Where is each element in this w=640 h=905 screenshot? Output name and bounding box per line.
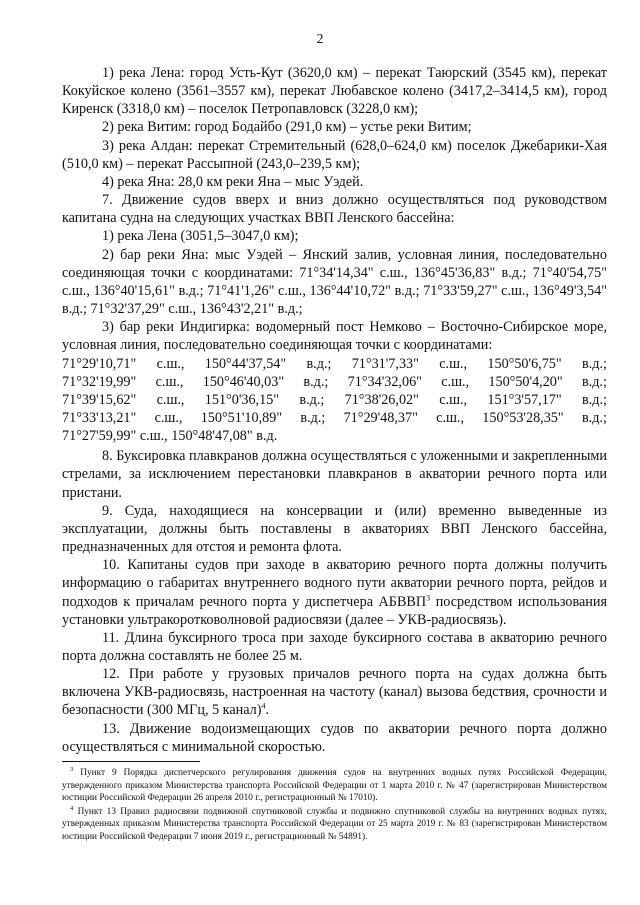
paragraph-vitim: 2) река Витим: город Бодайбо (291,0 км) – устье реки Витим; [102, 119, 472, 136]
coordinates-row [62, 391, 607, 409]
coord-lat-unit: с.ш., [155, 373, 184, 390]
coord-lon: 150°50'4,20" [488, 373, 563, 390]
footnote-divider [62, 761, 200, 762]
paragraph-11: 11. Длина буксирного троса при заходе буксирного состава в акваторию речного порта должна составлять не более 25 м. [62, 629, 607, 664]
footnote-text: Пункт 13 Правил радиосвязи подвижной спутниковой службы и подвижно спутниковой службы на внутренних водных путях, утвержденных приказом Министерства транспорта Российской Федерации от 25 марта 2019 г. № 83 (зарегистрирован Министерством юстиции Российской Федерации 7 июня 2019 г., регистрационный № 54891). [62, 806, 607, 842]
paragraph-8: 8. Буксировка плавкранов должна осуществляться с уложенными и закрепленными стрелами, за исключением перестановки плавкранов в акватории речного порта или пристани. [62, 448, 607, 501]
coordinates-table [62, 355, 607, 446]
coord-lon: 150°44'37,54" [204, 355, 287, 372]
coord-lon: 150°50'6,75" [487, 355, 562, 372]
footnote-ref-4[interactable]: 4 [261, 701, 266, 711]
footnote-ref-3[interactable]: 3 [426, 592, 431, 602]
coord-lat: 71°29'48,37" [343, 409, 418, 426]
coord-lat: 71°32'19,99" [62, 373, 137, 390]
page-number: 2 [316, 32, 324, 47]
paragraph-7: 7. Движение судов вверх и вниз должно осуществляться под руководством капитана судна на следующих участках ВВП Ленского бассейна: [62, 192, 607, 227]
paragraph-10-text-a: 10. Капитаны судов при заходе в акваторию речного порта должны получить информацию о габаритах внутреннего водного пути акватории речного порта, рейдов и подходов к причалам речного порта у диспетчера АБВВП [62, 557, 607, 610]
coord-lat-unit: с.ш., [439, 355, 468, 372]
paragraph-9: 9. Суда, находящиеся на консервации и (или) временно выведенные из эксплуатации, должны быть поставлены в акваториях ВВП Ленского бассейна, предназначенных для отстоя и ремонта флота. [62, 502, 607, 556]
coord-lon-unit: в.д.; [306, 355, 332, 372]
coord-lat-unit: с.ш., [154, 409, 183, 426]
paragraph-12 [62, 665, 607, 719]
coord-lat-unit: с.ш., [439, 391, 468, 408]
coordinates-last-row: 71°27'59,99" с.ш., 150°48'47,08" в.д. [62, 428, 278, 445]
document-body [62, 64, 607, 756]
paragraph-10-text-b: посредством использования установки ультракоротковолновой радиосвязи (далее – УКВ-радиосвязь). [62, 593, 607, 628]
coord-lat: 71°33'13,21" [62, 409, 137, 426]
footnote-3 [62, 767, 607, 805]
coord-lat: 71°34'32,06" [347, 373, 422, 390]
coord-lon-unit: в.д.; [300, 409, 326, 426]
coord-lat-unit: с.ш., [436, 409, 465, 426]
coord-lon: 151°3'57,17" [487, 391, 562, 408]
coord-lon-unit: в.д.; [299, 391, 325, 408]
coord-lon-unit: в.д.; [303, 373, 329, 390]
paragraph-12-text-a: 12. При работе у грузовых причалов речного порта на судах должна быть включена УКВ-радиосвязь, настроенная на частоту (канал) вызова бедствия, срочности и безопасности (300 МГц, 5 канал) [62, 666, 607, 719]
footnote-mark: 3 [70, 765, 74, 773]
coord-lat-unit: с.ш., [156, 391, 185, 408]
coord-lat-unit: с.ш., [441, 373, 470, 390]
coord-lon-unit: в.д.; [581, 391, 607, 408]
footnote-4 [62, 806, 607, 844]
coord-lat: 71°31'7,33" [351, 355, 419, 372]
coord-lon: 150°46'40,03" [202, 373, 285, 390]
coord-lat: 71°38'26,02" [344, 391, 419, 408]
coord-lat: 71°39'15,62" [62, 391, 137, 408]
paragraph-7-3: 3) бар реки Индигирка: водомерный пост Немково – Восточно-Сибирское море, условная линия, последовательно соединяющая точки с координатами: [62, 319, 607, 354]
coord-lon: 150°51'10,89" [200, 409, 283, 426]
paragraph-yana: 4) река Яна: 28,0 км реки Яна – мыс Уэдей. [102, 173, 364, 190]
coord-lon-unit: в.д.; [581, 373, 607, 390]
coord-lon: 150°53'28,35" [482, 409, 564, 426]
footnote-mark: 4 [70, 804, 74, 812]
coord-lon-unit: в.д.; [581, 355, 607, 372]
coord-lon-unit: в.д.; [581, 409, 607, 426]
paragraph-7-2: 2) бар реки Яна: мыс Уэдей – Янский залив, условная линия, последовательно соединяющая точки с координатами: 71°34'14,34" с.ш., 136°45'36,83" в.д.; 71°40'54,75" с.ш., 136°40'15,61" в.д.; 71°41'1,26" с.ш., 136°44'10,72" в.д.; 71°33'59,27" с.ш., 136°49'3,54" в.д.; 71°32'37,29" с.ш., 136°43'2,21" в.д.; [62, 246, 607, 318]
coordinates-row [62, 373, 607, 391]
paragraph-lena: 1) река Лена: город Усть-Кут (3620,0 км) – перекат Таюрский (3545 км), перекат Кокуйское колено (3561–3557 км), перекат Любавское колено (3417,2–3414,5 км), город Киренск (3318,0 км) – поселок Петропавловск (3228,0 км); [62, 65, 607, 118]
paragraph-13: 13. Движение водоизмещающих судов по акватории речного порта должно осуществляться с минимальной скоростью. [62, 720, 607, 755]
coordinates-row [62, 355, 607, 373]
coord-lon: 151°0'36,15" [204, 391, 280, 408]
coordinates-row [62, 409, 607, 427]
coord-lat-unit: с.ш., [156, 355, 185, 372]
footnote-text: Пункт 9 Порядка диспетчерского регулирования движения судов на внутренних водных путях Российской Федерации, утвержденного приказом Министерства транспорта Российской Федерации от 1 марта 2010 г. № 47 (зарегистрирован Министерством юстиции Российской Федерации 26 апреля 2010 г., регистрационный № 17010). [62, 768, 607, 804]
footnotes [62, 767, 607, 845]
paragraph-aldan: 3) река Алдан: перекат Стремительный (628,0–624,0 км) поселок Джебарики-Хая (510,0 км) – перекат Рассыпной (243,0–239,5 км); [62, 137, 607, 172]
paragraph-10 [62, 556, 607, 629]
paragraph-12-text-b: . [265, 702, 270, 719]
paragraph-7-1: 1) река Лена (3051,5–3047,0 км); [102, 228, 299, 245]
coord-lat: 71°29'10,71" [62, 355, 137, 372]
